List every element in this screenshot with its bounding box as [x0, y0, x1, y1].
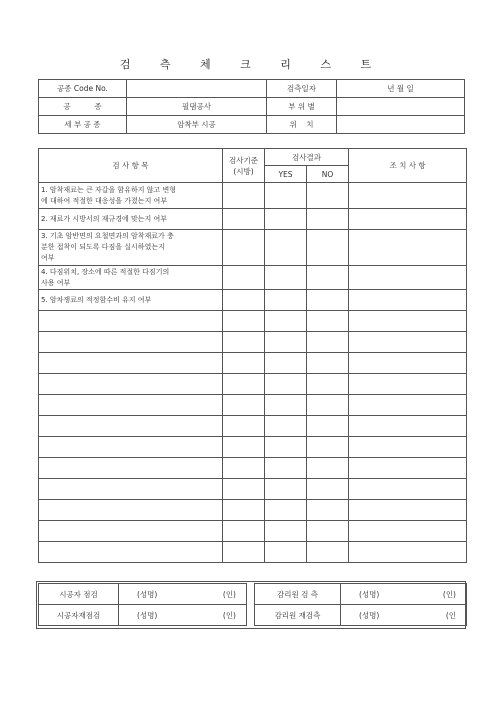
no-cell[interactable] [307, 374, 349, 395]
header-info-table [38, 79, 465, 134]
sig-seal-label: (인 [445, 610, 456, 620]
yes-cell[interactable] [265, 458, 307, 479]
action-cell[interactable] [349, 209, 467, 230]
col-header-no: NO [307, 166, 349, 183]
checklist-item[interactable] [39, 332, 223, 353]
sig-seal-label: (인) [442, 589, 456, 599]
checklist-item[interactable] [39, 542, 223, 563]
table-row [39, 311, 467, 332]
table-row [39, 479, 467, 500]
standard-cell[interactable] [223, 500, 265, 521]
yes-cell[interactable] [265, 500, 307, 521]
table-row [39, 521, 467, 542]
col-header-standard-line2: (시방) [233, 166, 254, 176]
standard-cell[interactable] [223, 290, 265, 311]
col-header-standard [223, 149, 265, 183]
table-row [39, 266, 467, 290]
no-cell[interactable] [307, 521, 349, 542]
table-row [39, 353, 467, 374]
standard-cell[interactable] [223, 521, 265, 542]
checklist-table [38, 148, 467, 563]
sig-label-supervisor-recheck: 감리원 재검측 [255, 605, 341, 626]
action-cell[interactable] [349, 353, 467, 374]
action-cell[interactable] [349, 542, 467, 563]
yes-cell[interactable] [265, 183, 307, 209]
checklist-item-line: 2. 재료가 시방서의 재규경에 맞는지 여부 [41, 214, 167, 223]
yes-cell[interactable] [265, 311, 307, 332]
sig-seal-label: (인) [222, 589, 236, 599]
checklist-item[interactable] [39, 374, 223, 395]
no-cell[interactable] [307, 266, 349, 290]
checklist-item [39, 290, 223, 311]
yes-cell[interactable] [265, 353, 307, 374]
table-row [39, 458, 467, 479]
action-cell[interactable] [349, 266, 467, 290]
sig-label-contractor-check: 시공자 점검 [39, 584, 119, 605]
sig-name-label: (성명) [359, 610, 380, 620]
col-header-item: 검 사 항 목 [39, 149, 223, 183]
value-part[interactable] [337, 98, 465, 116]
no-cell[interactable] [307, 353, 349, 374]
action-cell[interactable] [349, 458, 467, 479]
col-header-action: 조 치 사 항 [349, 149, 467, 183]
page-title: 검 측 체 크 리 스 트 [119, 58, 385, 71]
table-row [39, 500, 467, 521]
checklist-item-line: 1. 암착재료는 큰 자갈을 함유하지 않고 변형 [41, 185, 176, 194]
sig-name-label: (성명) [137, 589, 158, 599]
col-header-yes: YES [265, 166, 307, 183]
yes-cell[interactable] [265, 479, 307, 500]
no-cell[interactable] [307, 209, 349, 230]
table-row [39, 183, 467, 209]
no-cell[interactable] [307, 230, 349, 266]
header-row-code [39, 80, 465, 98]
checklist-item [39, 209, 223, 230]
standard-cell[interactable] [223, 311, 265, 332]
standard-cell[interactable] [223, 416, 265, 437]
no-cell[interactable] [307, 395, 349, 416]
action-cell[interactable] [349, 183, 467, 209]
signature-table [38, 583, 467, 626]
standard-cell[interactable] [223, 183, 265, 209]
standard-cell[interactable] [223, 458, 265, 479]
action-cell[interactable] [349, 416, 467, 437]
standard-cell[interactable] [223, 395, 265, 416]
standard-cell[interactable] [223, 353, 265, 374]
table-row [39, 230, 467, 266]
checklist-item[interactable] [39, 395, 223, 416]
table-row [39, 395, 467, 416]
yes-cell[interactable] [265, 230, 307, 266]
label-location: 위 치 [267, 116, 337, 134]
checklist-item-line: 5. 암차쟁료의 적정함수비 유지 여부 [41, 295, 152, 304]
sig-label-contractor-recheck: 시공자재점검 [39, 605, 119, 626]
checklist-item[interactable] [39, 311, 223, 332]
standard-cell[interactable] [223, 479, 265, 500]
sig-gap [247, 584, 255, 605]
table-row [39, 416, 467, 437]
header-row-detail [39, 116, 465, 134]
no-cell[interactable] [307, 458, 349, 479]
action-cell[interactable] [349, 311, 467, 332]
action-cell[interactable] [349, 395, 467, 416]
standard-cell[interactable] [223, 209, 265, 230]
yes-cell[interactable] [265, 437, 307, 458]
yes-cell[interactable] [265, 290, 307, 311]
sig-field-supervisor-check[interactable] [341, 584, 467, 605]
col-header-standard-line1: 검사기준 [229, 155, 258, 165]
sig-gap [247, 605, 255, 626]
yes-cell[interactable] [265, 266, 307, 290]
col-header-result: 검사결과 [265, 149, 349, 166]
value-location[interactable] [337, 116, 465, 134]
action-cell[interactable] [349, 437, 467, 458]
sig-seal-label: (인) [222, 610, 236, 620]
checklist-body [39, 183, 467, 563]
label-detail-work: 세 부 공 종 [39, 116, 127, 134]
sig-name-label: (성명) [137, 610, 158, 620]
no-cell[interactable] [307, 311, 349, 332]
checklist-item[interactable] [39, 521, 223, 542]
header-row-work-type [39, 98, 465, 116]
no-cell[interactable] [307, 500, 349, 521]
sig-name-label: (성명) [359, 589, 380, 599]
table-row [39, 209, 467, 230]
table-row [39, 542, 467, 563]
standard-cell[interactable] [223, 437, 265, 458]
standard-cell[interactable] [223, 374, 265, 395]
sig-field-supervisor-recheck[interactable] [341, 605, 467, 626]
checklist-item [39, 266, 223, 290]
checklist-item[interactable] [39, 500, 223, 521]
label-code-no: 공종 Code No. [39, 80, 127, 98]
sig-label-supervisor-check: 감리원 검 측 [255, 584, 341, 605]
checklist-item[interactable] [39, 437, 223, 458]
no-cell[interactable] [307, 437, 349, 458]
no-cell[interactable] [307, 290, 349, 311]
checklist-item[interactable] [39, 416, 223, 437]
checklist-item [39, 183, 223, 209]
no-cell[interactable] [307, 183, 349, 209]
checklist-item-line: 4. 다짐위치, 장소에 따른 적절한 다짐기의 [41, 267, 170, 276]
action-cell[interactable] [349, 230, 467, 266]
standard-cell[interactable] [223, 542, 265, 563]
no-cell[interactable] [307, 416, 349, 437]
checklist-item [39, 230, 223, 266]
sig-field-contractor-check[interactable] [119, 584, 247, 605]
action-cell[interactable] [349, 332, 467, 353]
table-row [39, 437, 467, 458]
no-cell[interactable] [307, 479, 349, 500]
table-row [39, 332, 467, 353]
checklist-item[interactable] [39, 479, 223, 500]
signature-row-1 [39, 584, 467, 605]
standard-cell[interactable] [223, 332, 265, 353]
action-cell[interactable] [349, 521, 467, 542]
yes-cell[interactable] [265, 209, 307, 230]
no-cell[interactable] [307, 542, 349, 563]
signature-row-2 [39, 605, 467, 626]
table-row [39, 374, 467, 395]
table-row [39, 290, 467, 311]
yes-cell[interactable] [265, 542, 307, 563]
checklist-item-line: 여부 [41, 254, 55, 262]
yes-cell[interactable] [265, 416, 307, 437]
action-cell[interactable] [349, 290, 467, 311]
action-cell[interactable] [349, 374, 467, 395]
standard-cell[interactable] [223, 266, 265, 290]
label-work-type: 공 종 [39, 98, 127, 116]
checklist-item-line: 3. 기초 암반면의 요철면과의 암착재료가 충 [41, 232, 174, 240]
checklist-item-line: 에 대하여 적절한 대응성을 가졌는지 여부 [41, 196, 168, 205]
yes-cell[interactable] [265, 332, 307, 353]
action-cell[interactable] [349, 500, 467, 521]
yes-cell[interactable] [265, 521, 307, 542]
action-cell[interactable] [349, 479, 467, 500]
value-work-type[interactable]: 필댐공사 [127, 98, 267, 116]
checklist-item-line: 분한 접착이 되도록 다짐을 실시하였는지 [41, 243, 165, 251]
value-inspection-date[interactable]: 년 월 일 [337, 80, 465, 98]
checklist-item-line: 사용 여부 [41, 278, 71, 287]
yes-cell[interactable] [265, 374, 307, 395]
checklist-item[interactable] [39, 353, 223, 374]
yes-cell[interactable] [265, 395, 307, 416]
label-part: 부 위 별 [267, 98, 337, 116]
standard-cell[interactable] [223, 230, 265, 266]
label-inspection-date: 검측일자 [267, 80, 337, 98]
value-detail-work[interactable]: 암착부 시공 [127, 116, 267, 134]
sig-field-contractor-recheck[interactable] [119, 605, 247, 626]
value-code-no[interactable] [127, 80, 267, 98]
checklist-item[interactable] [39, 458, 223, 479]
no-cell[interactable] [307, 332, 349, 353]
